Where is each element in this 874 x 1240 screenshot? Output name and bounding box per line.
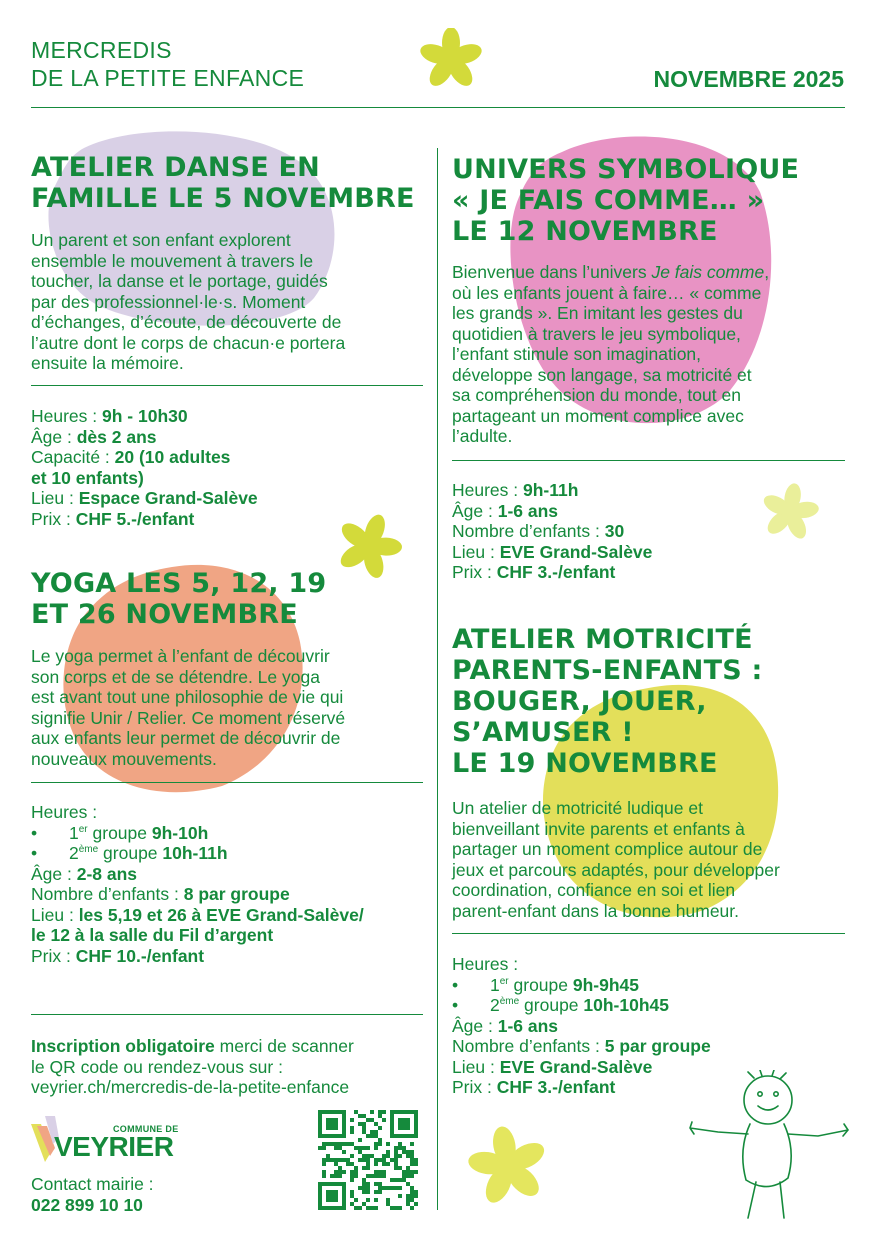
yoga-divider xyxy=(31,782,423,783)
column-divider xyxy=(437,148,438,1210)
yoga-info: Heures : • 1er groupe 9h-10h • 2ème groupe 10h-11h Âge : 2-8 ans Nombre d’enfants : 8 par groupe Lieu : les 5,19 et 26 à EVE Grand-Salève/ le 12 à la salle du Fil d’argent Prix : CHF 10.-/enfant xyxy=(31,802,364,966)
yoga-description: Le yoga permet à l’enfant de découvrir son corps et de se détendre. Le yoga est avant tout une philosophie de vie qui signifie Unir / Relier. Ce moment réservé aux enfants leur permet de découvrir de nouveaux mouvements. xyxy=(31,646,346,769)
contact: Contact mairie : 022 899 10 10 xyxy=(31,1174,154,1215)
flower-icon xyxy=(410,28,492,90)
logo-small-text: COMMUNE DE xyxy=(113,1124,179,1134)
list-item: • 2ème groupe 10h-10h45 xyxy=(452,995,670,1015)
list-item: • 1er groupe 9h-9h45 xyxy=(452,974,639,995)
univers-divider xyxy=(452,460,845,461)
motricite-description: Un atelier de motricité ludique et bienveillant invite parents et enfants à partager un moment complice autour de jeux et parcours adaptés, pour développer coordination, confiance en soi et lien parent-enfant dans la bonne humeur. xyxy=(452,798,780,921)
flower-icon xyxy=(328,514,410,578)
header-divider xyxy=(31,107,845,108)
motricite-info: Heures : • 1er groupe 9h-9h45 • 2ème groupe 10h-10h45 Âge : 1-6 ans Nombre d’enfants : 5 par groupe Lieu : EVE Grand-Salève Prix : CHF 3.-/enfant xyxy=(452,954,711,1097)
univers-title: UNIVERS SYMBOLIQUE « JE FAIS COMME… » LE 12 NOVEMBRE xyxy=(452,154,800,247)
danse-description: Un parent et son enfant explorent ensemble le mouvement à travers le toucher, la danse et le portage, guidés par des professionnel·le·s. Moment d’échanges, d’écoute, de découverte de l’autre dont le corps de chacun·e portera ensuite la mémoire. xyxy=(31,230,346,373)
flower-icon xyxy=(462,1126,554,1206)
danse-title: ATELIER DANSE EN FAMILLE LE 5 NOVEMBRE xyxy=(31,152,415,214)
qr-code-icon[interactable] xyxy=(318,1110,418,1210)
univers-info: Heures : 9h-11h Âge : 1-6 ans Nombre d’enfants : 30 Lieu : EVE Grand-Salève Prix : CHF 3.-/enfant xyxy=(452,480,653,582)
header-title xyxy=(31,36,304,92)
motricite-title: ATELIER MOTRICITÉ PARENTS-ENFANTS : BOUGER, JOUER, S’AMUSER ! LE 19 NOVEMBRE xyxy=(452,624,763,779)
child-drawing-icon xyxy=(688,1070,852,1220)
danse-info: Heures : 9h - 10h30 Âge : dès 2 ans Capacité : 20 (10 adultes et 10 enfants) Lieu : Espace Grand-Salève Prix : CHF 5.-/enfant xyxy=(31,406,258,529)
inscription-text: Inscription obligatoire merci de scanner le QR code ou rendez-vous sur : veyrier.ch/mercredis-de-la-petite-enfance xyxy=(31,1036,354,1097)
list-item: • 2ème groupe 10h-11h xyxy=(31,843,228,863)
header-title-line2: DE LA PETITE ENFANCE xyxy=(31,65,305,91)
yoga-title: YOGA LES 5, 12, 19 ET 26 NOVEMBRE xyxy=(31,568,327,630)
danse-divider xyxy=(31,385,423,386)
univers-description: Bienvenue dans l’univers Je fais comme, où les enfants jouent à faire… « comme les grands ». En imitant les gestes du quotidien à travers le jeu symbolique, l’enfant stimule son imagination, développe son langage, sa motricité et sa compréhension du monde, tout en partageant un moment complice avec l’adulte. xyxy=(452,262,770,446)
yoga-bottom-divider xyxy=(31,1014,423,1015)
header-title-line1: MERCREDIS xyxy=(31,37,172,63)
inscription-link[interactable]: veyrier.ch/mercredis-de-la-petite-enfance xyxy=(31,1077,350,1097)
logo-big-text: VEYRIER xyxy=(54,1131,174,1162)
flower-icon xyxy=(754,482,826,542)
list-item: • 1er groupe 9h-10h xyxy=(31,822,209,843)
header-month: NOVEMBRE 2025 xyxy=(653,66,844,92)
motricite-divider xyxy=(452,933,845,934)
